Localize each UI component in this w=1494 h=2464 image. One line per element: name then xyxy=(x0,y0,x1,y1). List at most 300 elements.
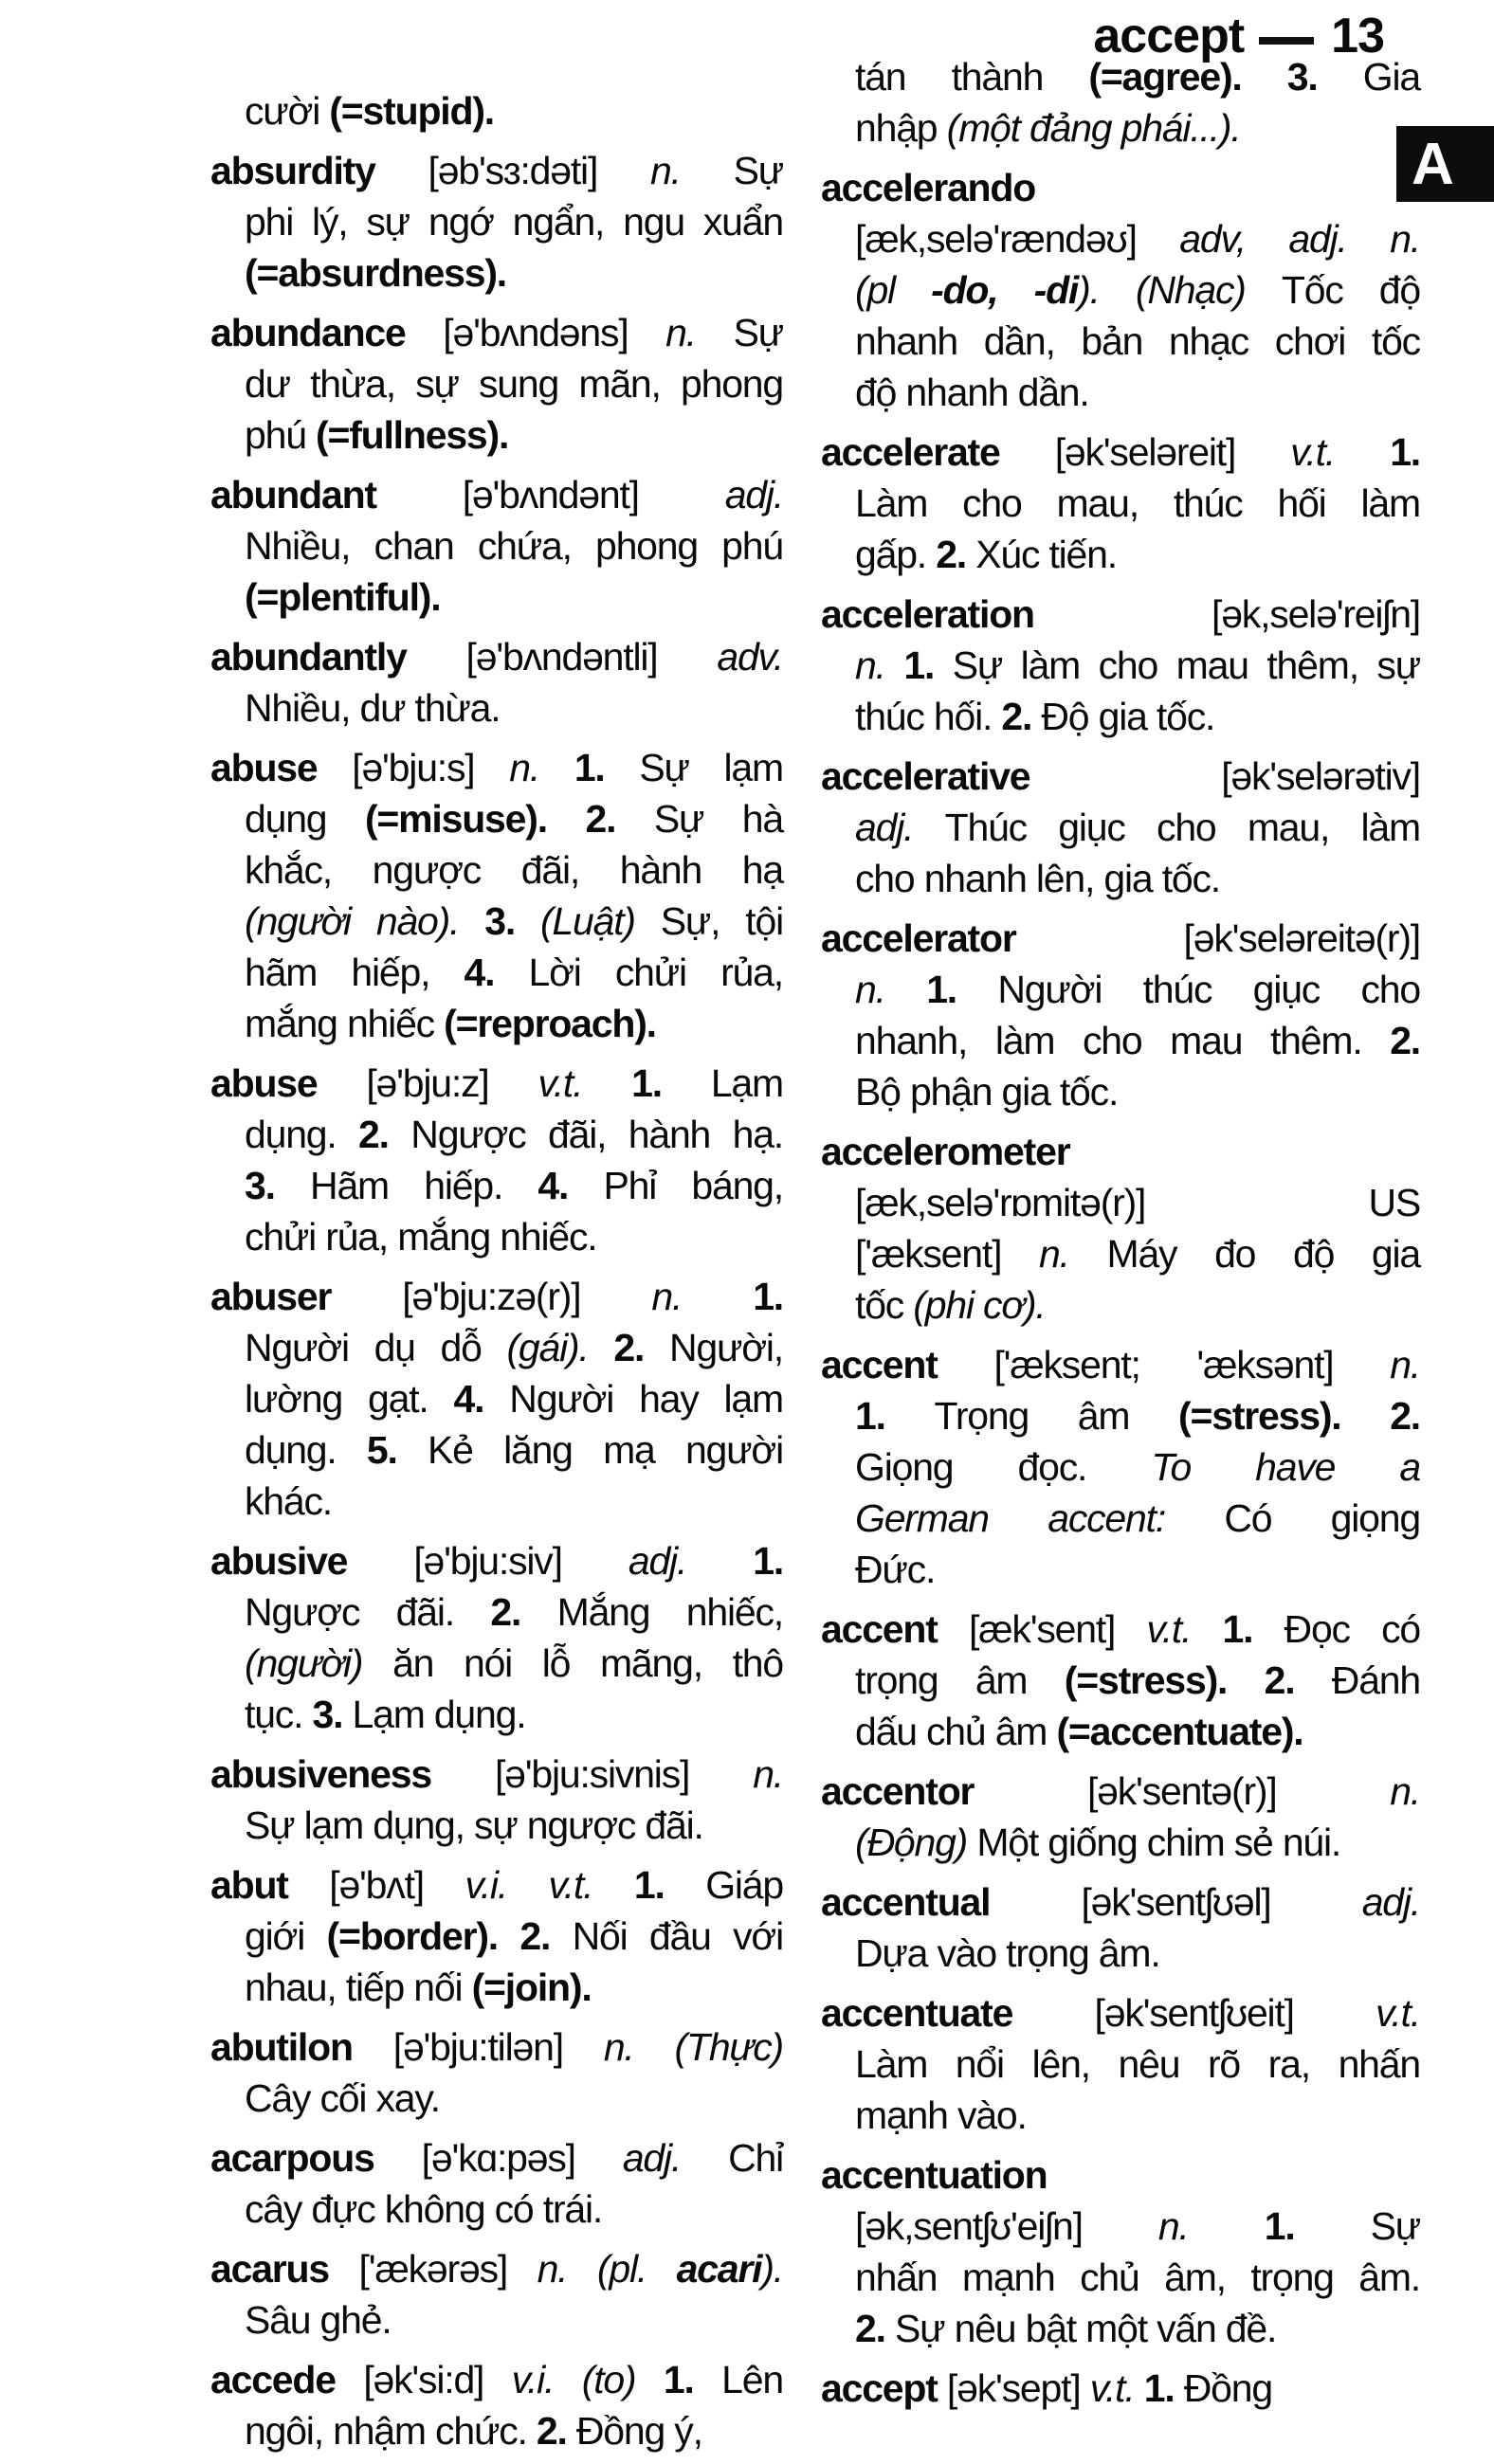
entry-headword-line xyxy=(210,1748,783,1800)
entry-text-line xyxy=(210,896,783,947)
entry-text-line xyxy=(210,844,783,896)
entry-text-line xyxy=(821,102,1420,154)
text-run: [ək'seləreit] xyxy=(1054,430,1291,474)
text-run: Nhiều, dư thừa. xyxy=(245,686,501,730)
entry-text-line xyxy=(821,1493,1420,1544)
bold-text-run: accent xyxy=(821,1343,994,1386)
italic-text-run: n. xyxy=(1390,1343,1420,1386)
italic-text-run: n. xyxy=(1157,2204,1265,2248)
text-run: [ə'kɑ:pəs] xyxy=(421,2136,623,2180)
text-run: Nhiều, chan chứa, phong phú xyxy=(245,524,783,568)
dictionary-entry xyxy=(210,631,783,734)
entry-text-line xyxy=(210,409,783,461)
bold-text-run: 1. xyxy=(1390,430,1420,474)
bold-text-run: (=stupid). xyxy=(329,89,494,133)
entry-headword-line xyxy=(210,2243,783,2294)
dictionary-entry xyxy=(210,85,783,136)
entry-text-line xyxy=(821,1390,1420,1441)
bold-text-run: (=join). xyxy=(471,1966,592,2009)
entry-text-line xyxy=(210,1211,783,1262)
bold-text-run: abundant xyxy=(210,473,463,516)
entry-headword-line xyxy=(210,145,783,196)
text-run: Chỉ xyxy=(728,2136,784,2180)
text-run: giới xyxy=(245,1914,327,1958)
bold-text-run: 3. xyxy=(484,899,540,943)
entry-headword-line xyxy=(821,1987,1420,2038)
text-run: dụng. xyxy=(245,1113,359,1156)
dictionary-entry xyxy=(210,2021,783,2124)
entry-headword-line xyxy=(821,1126,1420,1177)
bold-text-run: 5. xyxy=(366,1428,428,1472)
italic-text-run: ). (Nhạc) xyxy=(1078,268,1282,312)
entry-headword-line xyxy=(821,2149,1420,2201)
bold-text-run: acceleration xyxy=(821,592,1212,636)
text-run: khác. xyxy=(245,1479,332,1523)
italic-text-run: v.i. (to) xyxy=(511,2358,664,2401)
text-run: trọng âm xyxy=(855,1658,1065,1702)
text-run: Ngược đãi. xyxy=(245,1590,491,1634)
entry-headword-line xyxy=(821,162,1420,213)
text-run: Làm nổi lên, nêu rõ ra, nhấn xyxy=(855,2042,1420,2086)
text-run: gấp. xyxy=(855,533,937,576)
italic-text-run: v.t. xyxy=(1146,1607,1223,1651)
entry-text-line xyxy=(210,85,783,136)
entry-text-line xyxy=(210,682,783,734)
bold-text-run: 1. xyxy=(753,1539,784,1583)
italic-text-run: n. xyxy=(509,746,574,789)
text-run: [ə'bju:zə(r)] xyxy=(402,1275,652,1318)
entry-text-line xyxy=(821,2038,1420,2090)
italic-text-run: v.t. xyxy=(1376,1991,1421,2035)
entry-text-line xyxy=(210,247,783,299)
bold-text-run: 2. xyxy=(519,1914,573,1958)
bold-text-run: (=accentuate). xyxy=(1056,1710,1303,1753)
text-run: dấu chủ âm xyxy=(855,1710,1057,1753)
dictionary-entry xyxy=(821,1766,1420,1868)
dictionary-entry xyxy=(210,1535,783,1740)
text-run: Sự xyxy=(733,149,783,192)
text-run: nhau, tiếp nối xyxy=(245,1966,472,2009)
entry-text-line xyxy=(821,1279,1420,1331)
text-run: mạnh vào. xyxy=(855,2093,1027,2137)
bold-text-run: accelerando xyxy=(821,166,1036,209)
text-run: [əb'sɜ:dəti] xyxy=(428,149,650,192)
entry-text-line xyxy=(210,947,783,998)
entry-text-line xyxy=(821,1228,1420,1279)
bold-text-run: 2. xyxy=(936,533,976,576)
text-run: Sự xyxy=(1370,2204,1420,2248)
text-run: Phỉ báng, xyxy=(603,1164,783,1207)
entry-headword-line xyxy=(210,631,783,682)
text-run: Người, xyxy=(668,1326,783,1369)
text-run: Sự hà xyxy=(653,797,783,841)
italic-text-run: (Luật) xyxy=(539,899,661,943)
italic-text-run: adj. xyxy=(855,806,945,849)
right-column xyxy=(821,51,1420,2422)
entry-text-line xyxy=(821,2303,1420,2354)
entry-text-line xyxy=(821,1066,1420,1117)
bold-text-run: accelerator xyxy=(821,916,1184,960)
text-run: Đức. xyxy=(855,1548,936,1591)
text-run: [ək'sentʃʊeit] xyxy=(1094,1991,1376,2035)
page-number: 13 xyxy=(1331,9,1384,63)
bold-text-run: 1. xyxy=(631,1061,711,1105)
text-run: dụng. xyxy=(245,1428,367,1472)
text-run: dư thừa, sự sung mãn, phong xyxy=(245,362,783,406)
text-run: Lên xyxy=(721,2358,783,2401)
dictionary-entry xyxy=(821,1126,1420,1331)
dictionary-entry xyxy=(210,742,783,1049)
text-run: Làm cho mau, thúc hối làm xyxy=(855,481,1420,525)
italic-text-run: n. xyxy=(651,1275,754,1318)
bold-italic-text-run: acari xyxy=(676,2247,762,2291)
entry-text-line xyxy=(210,2294,783,2346)
text-run: Đọc có xyxy=(1284,1607,1420,1651)
entry-text-line xyxy=(210,1962,783,2013)
text-run: [ə'bju:s] xyxy=(352,746,510,789)
italic-text-run: adv. xyxy=(717,635,783,679)
bold-text-run: accelerometer xyxy=(821,1130,1070,1173)
entry-text-line xyxy=(821,802,1420,853)
italic-text-run: n. xyxy=(649,149,734,192)
italic-text-run: v.t. xyxy=(1290,430,1391,474)
text-run: Sự xyxy=(733,311,783,354)
entry-headword-line xyxy=(210,1058,783,1109)
text-run: Nối đầu với xyxy=(572,1914,783,1958)
entry-headword-line xyxy=(210,2132,783,2183)
bold-text-run: 1. xyxy=(926,968,998,1011)
text-run: phi lý, sự ngớ ngẩn, ngu xuẩn xyxy=(245,200,783,244)
text-run: lường gạt. xyxy=(245,1377,454,1421)
text-run: ['ækərəs] xyxy=(358,2247,537,2291)
dictionary-entry xyxy=(210,1748,783,1851)
text-run: [ək'selərətiv] xyxy=(1221,754,1420,798)
italic-text-run: n. xyxy=(855,643,904,687)
text-run: [ək'sept] xyxy=(946,2366,1090,2410)
text-run: nhập xyxy=(855,106,947,150)
text-run: Đồng ý, xyxy=(575,2409,702,2453)
text-run: tốc xyxy=(855,1283,914,1327)
entry-text-line xyxy=(210,1800,783,1851)
entry-text-line xyxy=(821,1928,1420,1979)
entry-text-line xyxy=(821,2090,1420,2141)
entry-text-line xyxy=(821,1655,1420,1706)
bold-text-run: 1. xyxy=(855,1394,935,1438)
entry-headword-line xyxy=(210,1859,783,1911)
italic-text-run: adv, adj. n. xyxy=(1179,217,1420,261)
entry-text-line xyxy=(210,1689,783,1740)
text-run: hãm hiếp, xyxy=(245,951,465,994)
dictionary-entry xyxy=(821,913,1420,1117)
bold-text-run: absurdity xyxy=(210,149,428,192)
bold-text-run: accentor xyxy=(821,1769,1087,1813)
entry-text-line xyxy=(821,2201,1420,2252)
text-run: Hãm hiếp. xyxy=(310,1164,538,1207)
bold-text-run: accentual xyxy=(821,1880,1082,1924)
dictionary-entry xyxy=(210,1058,783,1262)
entry-text-line xyxy=(821,964,1420,1015)
bold-text-run: accelerate xyxy=(821,430,1055,474)
bold-text-run: (=border). xyxy=(326,1914,520,1958)
bold-text-run: 3. xyxy=(245,1164,311,1207)
text-run: Sâu ghẻ. xyxy=(245,2298,392,2342)
italic-text-run: ). xyxy=(761,2247,783,2291)
bold-text-run: abutilon xyxy=(210,2025,393,2069)
bold-italic-text-run: -do, -di xyxy=(931,268,1079,312)
bold-text-run: abusiveness xyxy=(210,1752,495,1796)
bold-text-run: 1. xyxy=(633,1863,706,1907)
entry-text-line xyxy=(210,998,783,1049)
text-run: Máy đo độ gia xyxy=(1106,1232,1421,1276)
text-run: chửi rủa, mắng nhiếc. xyxy=(245,1215,597,1259)
entry-text-line xyxy=(821,264,1420,316)
entry-text-line xyxy=(210,1586,783,1638)
text-run: [ək,selə'reiʃn] xyxy=(1212,592,1420,636)
bold-text-run: 2. xyxy=(1390,1394,1420,1438)
dictionary-entry xyxy=(821,162,1420,418)
italic-text-run: n. xyxy=(1390,1769,1420,1813)
entry-text-line xyxy=(821,853,1420,904)
dictionary-entry xyxy=(210,2354,783,2456)
text-run: Sự, tội xyxy=(660,899,783,943)
bold-text-run: accentuation xyxy=(821,2153,1048,2197)
bold-text-run: 2. xyxy=(490,1590,557,1634)
bold-text-run: 1. xyxy=(1222,1607,1284,1651)
text-run: cây đực không có trái. xyxy=(245,2187,603,2231)
italic-text-run: n. xyxy=(855,968,927,1011)
entry-headword-line xyxy=(821,1876,1420,1928)
bold-text-run: accept xyxy=(821,2366,947,2410)
italic-text-run: v.t. xyxy=(537,1061,632,1105)
entry-text-line xyxy=(210,358,783,409)
text-run: [ə'bʌndənt] xyxy=(462,473,725,516)
text-run: [ək'si:d] xyxy=(363,2358,512,2401)
text-run: khắc, ngược đãi, hành hạ xyxy=(245,848,783,892)
bold-text-run: 2. xyxy=(855,2307,895,2350)
bold-text-run: accelerative xyxy=(821,754,1222,798)
entry-text-line xyxy=(821,691,1420,742)
entry-text-line xyxy=(821,478,1420,529)
entry-text-line xyxy=(821,1441,1420,1493)
dictionary-entry xyxy=(821,589,1420,742)
entry-text-line xyxy=(210,520,783,571)
dictionary-entry xyxy=(210,2132,783,2235)
entry-text-line xyxy=(821,2252,1420,2303)
italic-text-run: (pl xyxy=(855,268,932,312)
text-run: nhanh dần, bản nhạc chơi tốc xyxy=(855,319,1420,363)
text-run: Trọng âm xyxy=(934,1394,1179,1438)
bold-text-run: (=stress). xyxy=(1178,1394,1391,1438)
entry-text-line xyxy=(821,1817,1420,1868)
italic-text-run: adj. xyxy=(724,473,784,516)
entry-headword-line xyxy=(210,469,783,520)
dictionary-entry xyxy=(210,1271,783,1527)
italic-text-run: To have a xyxy=(1151,1445,1420,1489)
dictionary-entry xyxy=(821,1339,1420,1595)
italic-text-run: n. (Thực) xyxy=(603,2025,783,2069)
bold-text-run: 3. xyxy=(1286,55,1363,99)
text-run: Người hay lạm xyxy=(509,1377,783,1421)
text-run: Một giống chim sẻ núi. xyxy=(976,1821,1341,1864)
header-guide-word: accept xyxy=(1093,9,1245,63)
text-run: ăn nói lỗ mãng, thô xyxy=(392,1641,783,1685)
entry-text-line xyxy=(210,571,783,623)
dictionary-entry xyxy=(821,1987,1420,2141)
entry-headword-line xyxy=(821,913,1420,964)
entry-text-line xyxy=(210,1638,783,1689)
text-run: [æk'sent] xyxy=(968,1607,1147,1651)
text-run: tán thành xyxy=(855,55,1089,99)
text-run: Tốc độ xyxy=(1281,268,1420,312)
dictionary-entry xyxy=(821,2149,1420,2354)
entry-text-line xyxy=(821,529,1420,580)
entry-text-line xyxy=(210,1424,783,1476)
entry-text-line xyxy=(210,793,783,844)
text-run: Gia xyxy=(1362,55,1420,99)
text-run: Sự lạm xyxy=(639,746,783,789)
entry-text-line xyxy=(210,1322,783,1373)
text-run: cho nhanh lên, gia tốc. xyxy=(855,857,1220,900)
text-run: Người thúc giục cho xyxy=(997,968,1420,1011)
bold-text-run: 3. xyxy=(312,1693,353,1736)
text-run: [ək,sentʃʊ'eiʃn] xyxy=(855,2204,1158,2248)
entry-text-line xyxy=(821,1544,1420,1595)
entry-headword-line xyxy=(210,307,783,358)
text-run: độ nhanh dần. xyxy=(855,371,1089,414)
text-run: Người dụ dỗ xyxy=(245,1326,507,1369)
bold-text-run: (=agree). xyxy=(1088,55,1287,99)
bold-text-run: 2. xyxy=(585,797,654,841)
bold-text-run: accent xyxy=(821,1607,969,1651)
italic-text-run: v.t. xyxy=(1089,2366,1144,2410)
entry-text-line xyxy=(210,1109,783,1160)
italic-text-run: (Động) xyxy=(855,1821,977,1864)
thumb-tab-letter: A xyxy=(1412,131,1454,197)
bold-text-run: 2. xyxy=(358,1113,411,1156)
text-run: [ə'bju:siv] xyxy=(413,1539,629,1583)
italic-text-run: n. xyxy=(1038,1232,1107,1276)
italic-text-run: (người) xyxy=(245,1641,393,1685)
entry-headword-line xyxy=(821,1603,1420,1655)
text-run: [ə'bju:z] xyxy=(366,1061,538,1105)
dictionary-entry xyxy=(821,51,1420,154)
entry-headword-line xyxy=(821,1339,1420,1390)
entry-headword-line xyxy=(210,742,783,793)
text-run: [ək'seləreitə(r)] xyxy=(1183,916,1420,960)
text-run: [ə'bʌt] xyxy=(329,1863,465,1907)
text-run: Lạm dụng. xyxy=(352,1693,526,1736)
text-run: Sự nêu bật một vấn đề. xyxy=(895,2307,1277,2350)
bold-text-run: 2. xyxy=(1390,1019,1420,1062)
bold-text-run: abuse xyxy=(210,1061,367,1105)
italic-text-run: adj. xyxy=(1361,1880,1420,1924)
dictionary-entry xyxy=(821,1876,1420,1979)
dictionary-entry xyxy=(821,751,1420,904)
entry-text-line xyxy=(210,196,783,247)
text-run: ['æksent; 'æksənt] xyxy=(993,1343,1391,1386)
text-run: US xyxy=(1368,1181,1420,1224)
bold-text-run: abundantly xyxy=(210,635,466,679)
text-run: tục. xyxy=(245,1693,313,1736)
bold-text-run: 1. xyxy=(753,1275,783,1318)
text-run: nhanh, làm cho mau thêm. xyxy=(855,1019,1391,1062)
text-run: dụng xyxy=(245,797,365,841)
text-run: cười xyxy=(245,89,330,133)
bold-text-run: (=fullness). xyxy=(316,413,509,457)
entry-headword-line xyxy=(821,589,1420,640)
text-run: Có giọng xyxy=(1224,1496,1420,1540)
bold-text-run: 1. xyxy=(574,746,640,789)
dictionary-entry xyxy=(821,1603,1420,1757)
entry-text-line xyxy=(821,640,1420,691)
dictionary-entry xyxy=(821,426,1420,580)
entry-text-line xyxy=(210,1160,783,1211)
text-run: [ə'bʌndəns] xyxy=(443,311,666,354)
bold-text-run: (=stress). xyxy=(1064,1658,1265,1702)
text-run: Thúc giục cho mau, làm xyxy=(944,806,1420,849)
bold-text-run: (=plentiful). xyxy=(245,575,441,619)
header-separator xyxy=(1259,37,1314,45)
dictionary-entry xyxy=(821,2363,1420,2414)
text-run: [ə'bju:sivnis] xyxy=(494,1752,754,1796)
entry-text-line xyxy=(821,213,1420,264)
italic-text-run: n. xyxy=(665,311,734,354)
italic-text-run: (người nào). xyxy=(245,899,485,943)
entry-text-line xyxy=(821,367,1420,418)
text-run: Mắng nhiếc, xyxy=(556,1590,783,1634)
text-run: Kẻ lăng mạ người xyxy=(428,1428,783,1472)
text-run: ngôi, nhậm chức. xyxy=(245,2409,537,2453)
dictionary-entry xyxy=(210,307,783,461)
text-run: Giáp xyxy=(705,1863,784,1907)
entry-headword-line xyxy=(821,2363,1420,2414)
entry-text-line xyxy=(821,1015,1420,1066)
left-column xyxy=(210,85,783,2464)
text-run: [ək'sentʃʊəl] xyxy=(1081,1880,1362,1924)
bold-text-run: 1. xyxy=(663,2358,722,2401)
entry-headword-line xyxy=(210,1271,783,1322)
italic-text-run: adj. xyxy=(628,1539,754,1583)
bold-text-run: abundance xyxy=(210,311,444,354)
italic-text-run: n. xyxy=(753,1752,783,1796)
entry-text-line xyxy=(210,1373,783,1424)
italic-text-run: (một đảng phái...). xyxy=(946,106,1241,150)
text-run: [æk,selə'rɒmitə(r)] xyxy=(855,1181,1369,1224)
bold-text-run: abut xyxy=(210,1863,330,1907)
text-run: Độ gia tốc. xyxy=(1041,695,1215,738)
bold-text-run: 1. xyxy=(1264,2204,1371,2248)
bold-text-run: 2. xyxy=(1264,1658,1332,1702)
entry-text-line xyxy=(821,1706,1420,1757)
italic-text-run: (gái). xyxy=(506,1326,614,1369)
text-run: thúc hối. xyxy=(855,695,1002,738)
bold-text-run: acarpous xyxy=(210,2136,422,2180)
bold-text-run: (=reproach). xyxy=(444,1002,656,1045)
italic-text-run: adj. xyxy=(622,2136,729,2180)
bold-text-run: accede xyxy=(210,2358,364,2401)
text-run: Sự làm cho mau thêm, sự xyxy=(952,643,1420,687)
bold-text-run: 4. xyxy=(453,1377,510,1421)
entry-text-line xyxy=(821,1177,1420,1228)
bold-text-run: abuser xyxy=(210,1275,403,1318)
italic-text-run: German accent: xyxy=(855,1496,1225,1540)
entry-text-line xyxy=(210,1911,783,1962)
italic-text-run: n. (pl. xyxy=(537,2247,677,2291)
text-run: [ə'bju:tilən] xyxy=(392,2025,604,2069)
dictionary-entry xyxy=(210,469,783,623)
dictionary-entry xyxy=(210,145,783,299)
italic-text-run: v.i. v.t. xyxy=(465,1863,634,1907)
